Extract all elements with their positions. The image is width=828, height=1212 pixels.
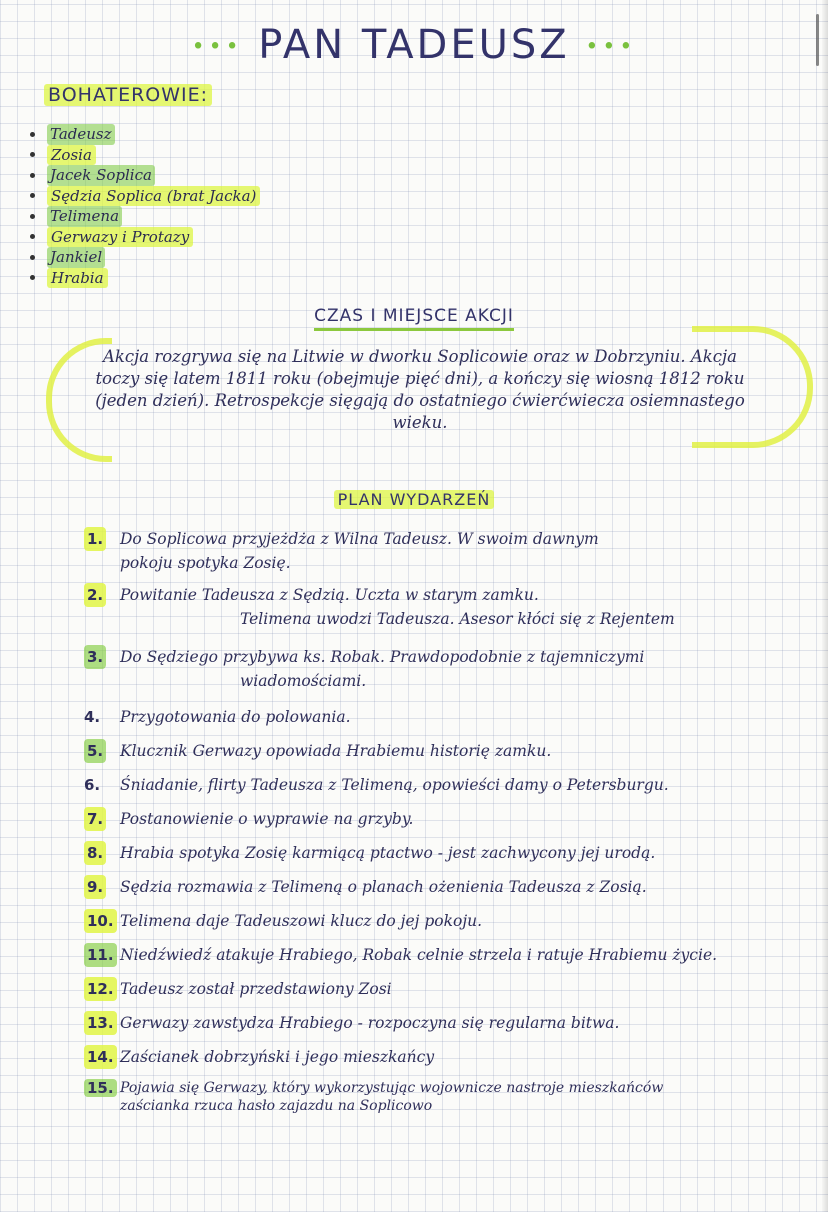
event-number: 9. <box>84 875 106 899</box>
list-item <box>84 909 796 943</box>
event-number: 13. <box>84 1011 117 1035</box>
list-item <box>84 943 796 977</box>
list-item <box>84 841 796 875</box>
bullet-icon <box>30 234 35 239</box>
list-item <box>30 145 260 166</box>
event-number: 3. <box>84 645 106 669</box>
list-item <box>84 1011 796 1045</box>
list-item <box>30 186 260 207</box>
plan-heading-text: PLAN WYDARZEŃ <box>334 490 495 509</box>
event-text-continued: wiadomościami. <box>240 672 367 690</box>
bullet-icon <box>30 173 35 178</box>
hero-name: Tadeusz <box>47 124 115 145</box>
event-text-continued: pokoju spotyka Zosię. <box>120 554 291 572</box>
bullet-icon <box>30 152 35 157</box>
event-text-continued: Telimena uwodzi Tadeusza. Asesor kłóci się z Rejentem <box>240 610 675 628</box>
event-text: Niedźwiedź atakuje Hrabiego, Robak celnie strzela i ratuje Hrabiemu życie. <box>120 946 718 964</box>
list-item <box>30 247 260 268</box>
hero-name: Jacek Soplica <box>47 165 155 186</box>
list-item <box>84 583 796 645</box>
list-item <box>84 705 796 739</box>
list-item <box>30 268 260 289</box>
bullet-icon <box>30 132 35 137</box>
event-number: 7. <box>84 807 106 831</box>
list-item <box>84 807 796 841</box>
list-item <box>84 773 796 807</box>
event-text: Przygotowania do polowania. <box>120 708 351 726</box>
page-edge-shadow <box>822 0 828 1212</box>
events-list <box>84 527 796 1119</box>
event-text: Powitanie Tadeusza z Sędzią. Uczta w starym zamku. <box>120 586 539 604</box>
bullet-icon <box>30 275 35 280</box>
czas-heading-text: CZAS I MIEJSCE AKCJI <box>314 306 514 331</box>
hero-name: Jankiel <box>47 247 105 268</box>
event-text: Gerwazy zawstydza Hrabiego - rozpoczyna się regularna bitwa. <box>120 1014 620 1032</box>
title-dots-right: ••• <box>585 34 637 60</box>
event-number: 10. <box>84 909 117 933</box>
event-text: Sędzia rozmawia z Telimeną o planach ożenienia Tadeusza z Zosią. <box>120 878 647 896</box>
section-heading-plan <box>0 490 828 509</box>
hero-name: Hrabia <box>47 268 108 289</box>
event-text: Tadeusz został przedstawiony Zosi <box>120 980 392 998</box>
event-text: Postanowienie o wyprawie na grzyby. <box>120 810 414 828</box>
hero-name: Sędzia Soplica (brat Jacka) <box>47 186 260 207</box>
list-item <box>84 977 796 1011</box>
event-number: 1. <box>84 527 106 551</box>
bullet-icon <box>30 193 35 198</box>
event-number: 11. <box>84 943 117 967</box>
event-text: Śniadanie, flirty Tadeusza z Telimeną, opowieści damy o Petersburgu. <box>120 776 669 794</box>
heroes-heading-text: BOHATEROWIE: <box>44 84 212 106</box>
list-item <box>84 739 796 773</box>
list-item <box>30 206 260 227</box>
event-number: 12. <box>84 977 117 1001</box>
list-item <box>30 165 260 186</box>
list-item <box>84 1079 796 1119</box>
event-number: 6. <box>84 776 101 794</box>
heroes-list <box>30 124 260 288</box>
heroes-heading <box>44 84 212 106</box>
event-number: 5. <box>84 739 106 763</box>
event-number: 15. <box>84 1079 117 1097</box>
title-text: PAN TADEUSZ <box>258 22 570 68</box>
title-dots-left: ••• <box>191 34 243 60</box>
event-text: Do Soplicowa przyjeżdża z Wilna Tadeusz. W swoim dawnym <box>120 530 599 548</box>
event-number: 2. <box>84 583 106 607</box>
page-title <box>0 22 828 68</box>
event-number: 4. <box>84 708 101 726</box>
event-text: Do Sędziego przybywa ks. Robak. Prawdopodobnie z tajemniczymi <box>120 648 645 666</box>
hero-name: Zosia <box>47 145 96 166</box>
section-heading-czas <box>0 306 828 326</box>
hero-name: Gerwazy i Protazy <box>47 227 193 248</box>
czas-paragraph: Akcja rozgrywa się na Litwie w dworku Soplicowie oraz w Dobrzyniu. Akcja toczy się latem 1811 roku (obejmuje pięć dni), a kończy się wiosną 1812 roku (jeden dzień). Retrospekcje sięgają do ostatniego ćwierćwiecza osiemnastego wieku. <box>95 347 745 432</box>
event-text: Telimena daje Tadeuszowi klucz do jej pokoju. <box>120 912 483 930</box>
event-number: 14. <box>84 1045 117 1069</box>
event-text: Hrabia spotyka Zosię karmiącą ptactwo - jest zachwycony jej urodą. <box>120 844 656 862</box>
event-text: Zaścianek dobrzyński i jego mieszkańcy <box>120 1048 435 1066</box>
bullet-icon <box>30 214 35 219</box>
list-item <box>30 227 260 248</box>
list-item <box>84 645 796 705</box>
list-item <box>84 875 796 909</box>
event-number: 8. <box>84 841 106 865</box>
event-text: Pojawia się Gerwazy, który wykorzystując wojownicze nastroje mieszkańców <box>120 1080 664 1096</box>
event-text: Klucznik Gerwazy opowiada Hrabiemu historię zamku. <box>120 742 552 760</box>
list-item <box>84 1045 796 1079</box>
list-item <box>30 124 260 145</box>
event-text-continued: zaścianka rzuca hasło zajazdu na Soplicowo <box>120 1098 433 1114</box>
hero-name: Telimena <box>47 206 122 227</box>
list-item <box>84 527 796 583</box>
bullet-icon <box>30 255 35 260</box>
